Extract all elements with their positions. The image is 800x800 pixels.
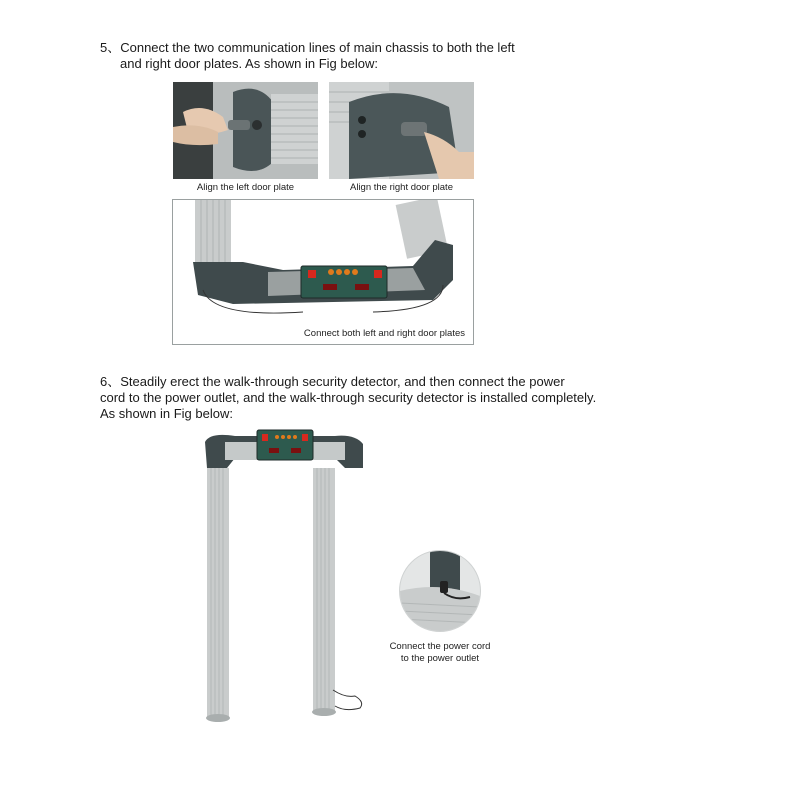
photo-walk-through-detector [195,428,375,724]
caption-power-cord [370,641,510,665]
caption-both-door-plates: Connect both left and right door plates [303,328,465,339]
step-6-line-2: cord to the power outlet, and the walk-through security detector is installed completely. [100,390,597,405]
inset-power-cord [399,550,481,632]
step-5-line-1: 5、Connect the two communication lines of main chassis to both the left [100,40,515,55]
figure-both-door-plates [172,199,474,345]
step-5-text [100,40,515,72]
photo-both-door-plates [173,200,473,324]
step-6-text [100,374,596,422]
caption-left-door-plate: Align the left door plate [196,182,295,193]
caption-power-cord-line-1: Connect the power cord [389,641,491,652]
caption-power-cord-line-2: to the power outlet [400,653,480,664]
photo-align-right-door-plate [329,82,474,179]
caption-right-door-plate: Align the right door plate [350,182,453,193]
step-5-line-2: and right door plates. As shown in Fig below: [120,56,378,71]
step-6-line-3: As shown in Fig below: [100,406,233,421]
photo-align-left-door-plate [173,82,318,179]
step-6-line-1: 6、Steadily erect the walk-through security detector, and then connect the power [100,374,565,389]
